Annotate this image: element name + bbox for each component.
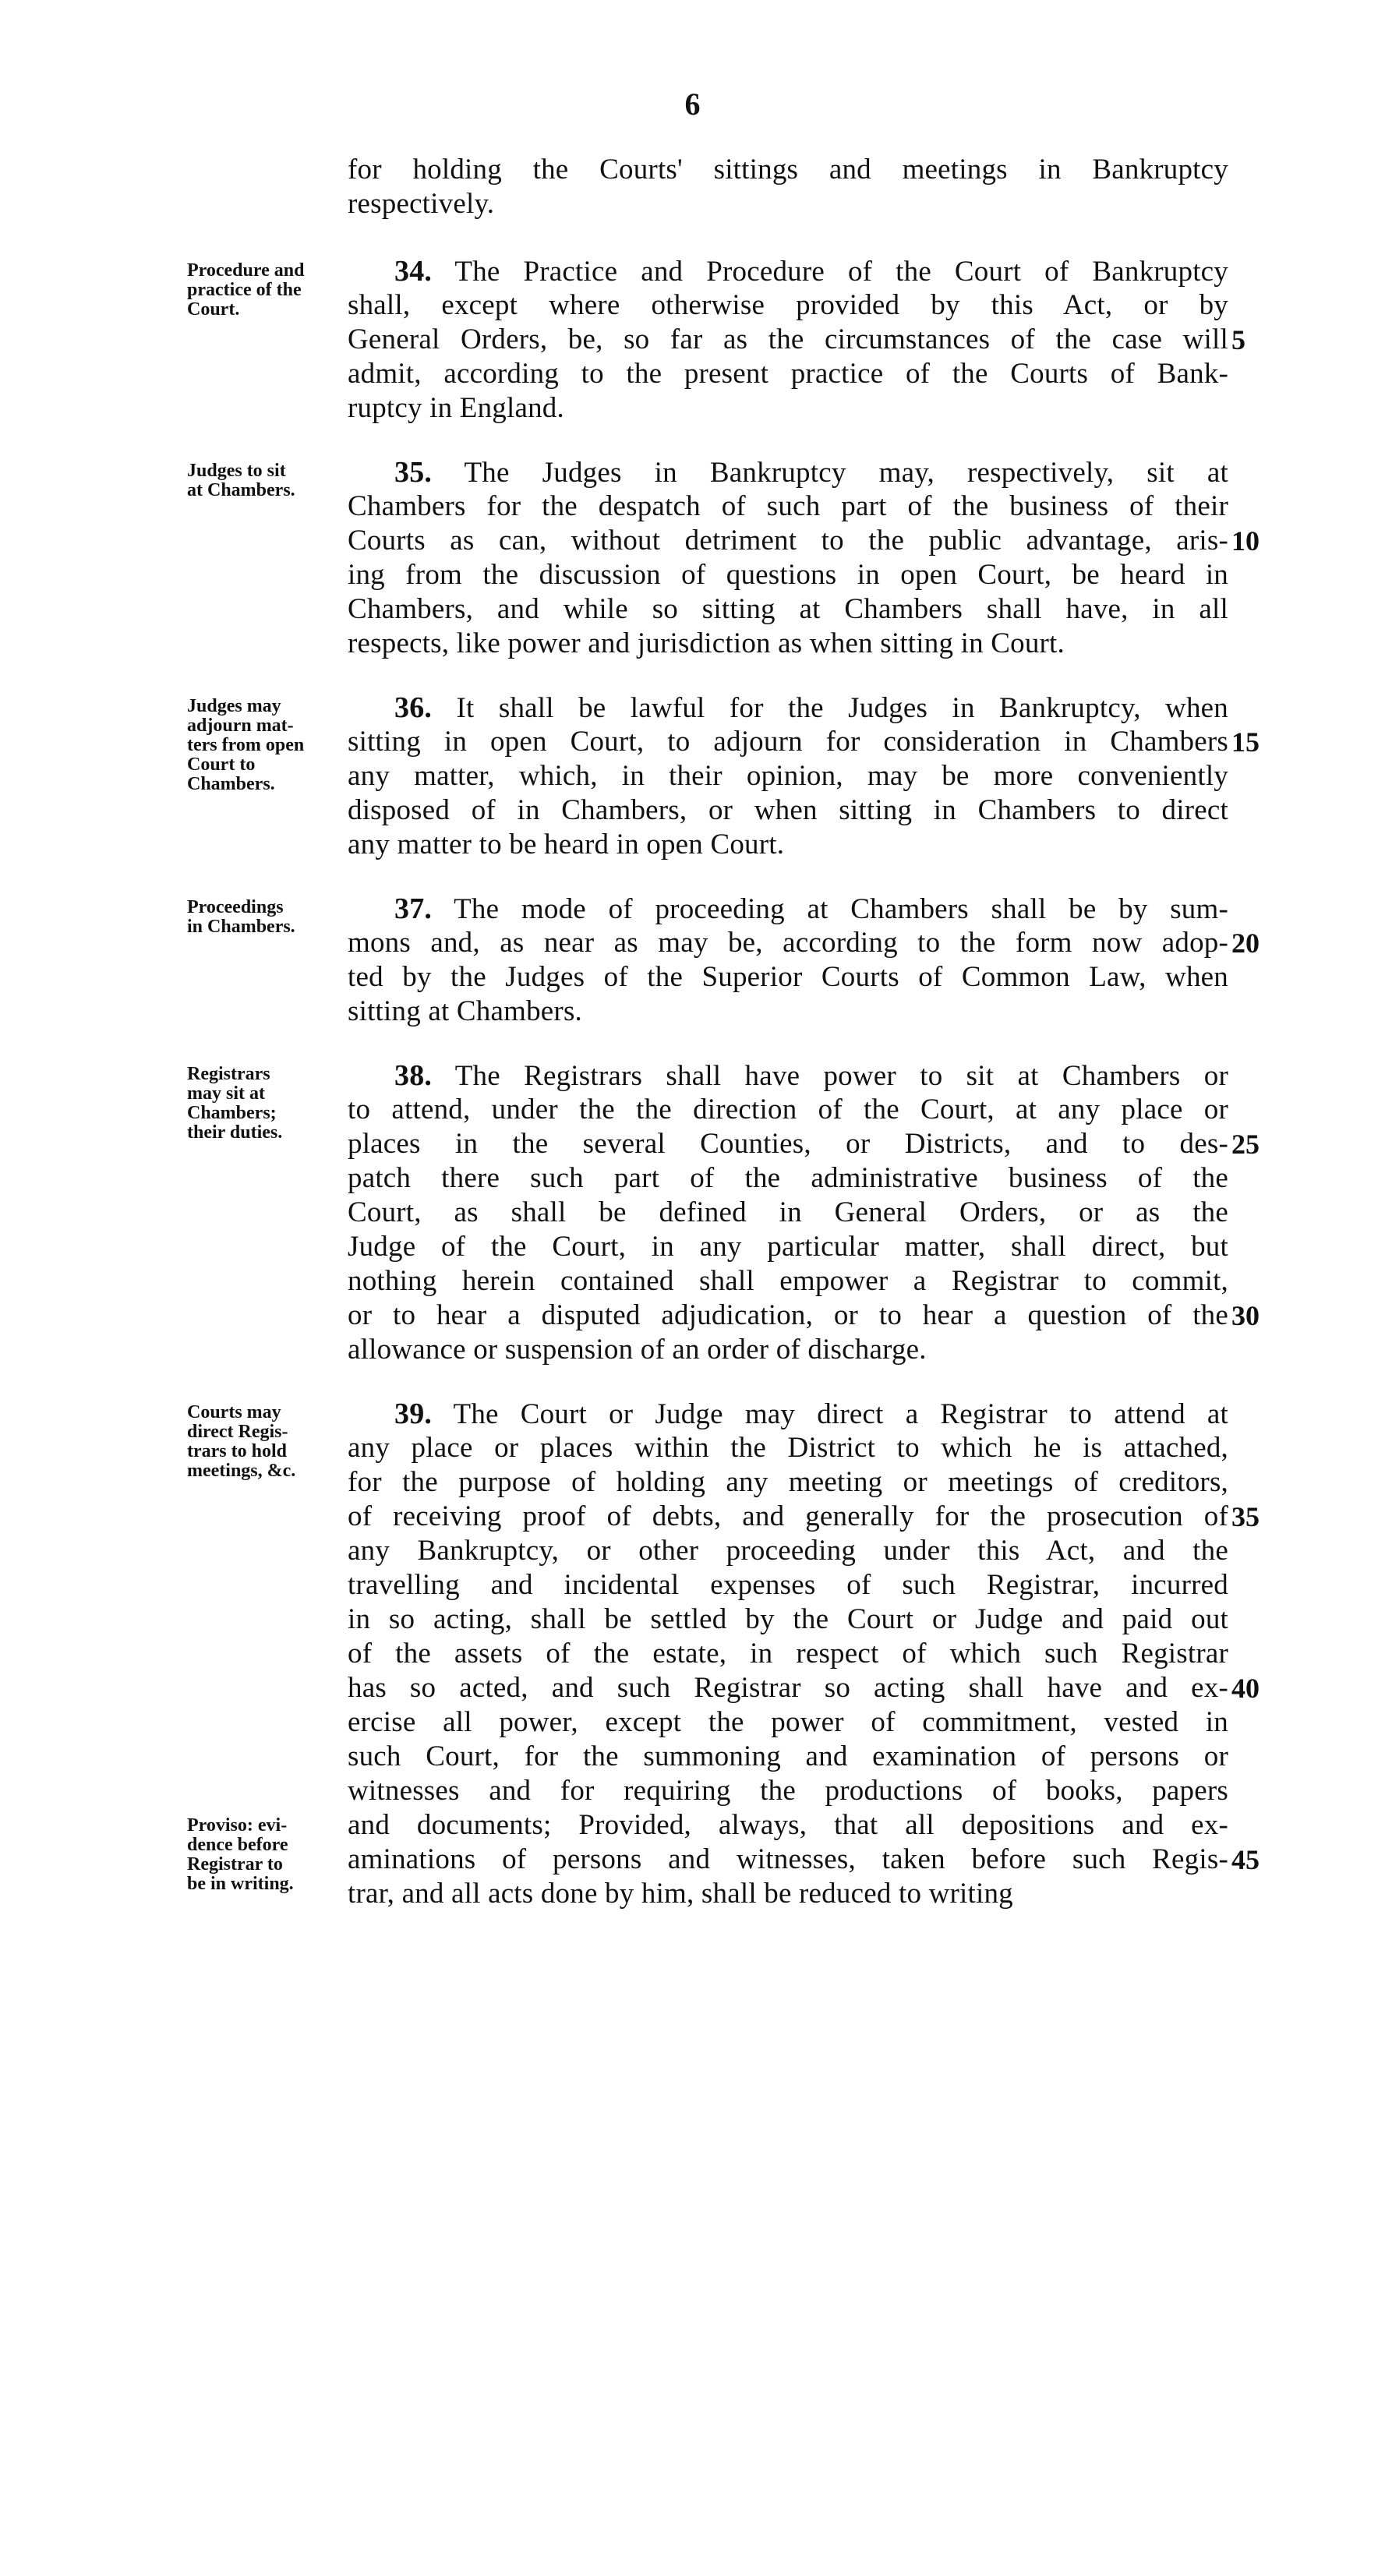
section-text: The Practice and Procedure of the Court of Bankruptcy [432,256,1228,288]
text-line: admit, according to the present practice of the Courts of Bank- [348,358,1228,390]
text-line: any matter to be heard in open Court. [348,829,785,860]
section-36-line [348,691,1228,726]
margin-note-line: Court to [187,754,256,775]
text-line: ing from the discussion of questions in open Court, be heard in [348,559,1228,591]
margin-note-line: at Chambers. [187,480,295,500]
text-line: any place or places within the District to which he is attached, [348,1432,1228,1464]
text-line: disposed of in Chambers, or when sitting in Chambers to direct [348,794,1228,826]
text-line: for holding the Courts' sittings and meetings in Bankruptcy [348,154,1228,186]
text-line: any Bankruptcy, or other proceeding under this Act, and the [348,1535,1228,1567]
text-line: of receiving proof of debts, and generally for the prosecution of [348,1500,1228,1532]
margin-note-line: Proceedings [187,897,284,917]
text-line: of the assets of the estate, in respect of which such Registrar [348,1638,1228,1670]
section-text: The mode of proceeding at Chambers shall be by sum- [432,893,1228,925]
text-line: Chambers, and while so sitting at Chambers shall have, in all [348,593,1228,625]
margin-note-line: Registrars [187,1064,270,1084]
margin-note-line: ters from open [187,735,305,755]
line-number: 5 [1231,324,1245,355]
line-number: 30 [1231,1300,1260,1331]
margin-note-line: Court. [187,299,240,320]
margin-note-line: Chambers. [187,774,275,794]
text-line: trar, and all acts done by him, shall be reduced to writing [348,1878,1013,1910]
text-line: places in the several Counties, or Districts, and to des- [348,1128,1228,1160]
margin-note-line: Chambers; [187,1103,277,1123]
text-line: ercise all power, except the power of commitment, vested in [348,1706,1228,1738]
line-number: 25 [1231,1129,1260,1160]
line-number: 20 [1231,928,1260,959]
section-number: 36. [394,691,433,724]
line-number: 45 [1231,1844,1260,1875]
text-line: Courts as can, without detriment to the public advantage, aris- [348,525,1228,557]
margin-note-line: Judges to sit [187,461,286,481]
section-37-line [348,892,1228,927]
text-line: nothing herein contained shall empower a Registrar to commit, [348,1265,1228,1297]
section-35-line [348,455,1228,490]
margin-note-procedure [187,261,347,320]
section-number: 35. [394,456,433,489]
text-line: ted by the Judges of the Superior Courts of Common Law, when [348,961,1228,993]
line-number: 40 [1231,1673,1260,1704]
margin-note-proviso [187,1816,347,1894]
section-number: 37. [394,892,433,925]
margin-note-direct-registrars [187,1403,347,1481]
text-line: to attend, under the the direction of the Court, at any place or [348,1094,1228,1125]
text-line: respects, like power and jurisdiction as when sitting in Court. [348,627,1065,659]
margin-note-registrars [187,1065,347,1143]
margin-note-line: meetings, &c. [187,1461,296,1481]
margin-note-judges-chambers [187,461,347,500]
section-34-line [348,254,1228,289]
text-line: and documents; Provided, always, that all depositions and ex- [348,1809,1228,1841]
text-line: mons and, as near as may be, according to the form now adop- [348,927,1228,959]
margin-note-line: Registrar to [187,1854,283,1875]
text-line: aminations of persons and witnesses, taken before such Regis- [348,1843,1228,1875]
section-text: It shall be lawful for the Judges in Bankruptcy, when [432,692,1228,724]
line-number: 10 [1231,525,1260,557]
text-line: any matter, which, in their opinion, may be more conveniently [348,760,1228,792]
section-number: 38. [394,1059,433,1092]
margin-note-line: Judges may [187,696,281,716]
text-line: has so acted, and such Registrar so acting shall have and ex- [348,1672,1228,1704]
margin-note-line: trars to hold [187,1441,287,1461]
section-38-line [348,1058,1228,1094]
line-number: 15 [1231,726,1260,758]
section-number: 39. [394,1398,433,1430]
margin-note-line: Courts may [187,1402,281,1422]
margin-note-proceedings [187,898,347,937]
line-number: 35 [1231,1501,1260,1532]
text-line: for the purpose of holding any meeting or meetings of creditors, [348,1466,1228,1498]
text-line: sitting in open Court, to adjourn for consideration in Chambers [348,726,1228,758]
section-number: 34. [394,255,433,288]
text-line: witnesses and for requiring the productions of books, papers [348,1775,1228,1807]
section-39-line [348,1397,1228,1432]
text-line: Chambers for the despatch of such part of the business of their [348,490,1228,522]
margin-note-line: direct Regis- [187,1422,288,1442]
margin-note-line: their duties. [187,1122,283,1143]
text-line: shall, except where otherwise provided by this Act, or by [348,289,1228,321]
text-line: in so acting, shall be settled by the Court or Judge and paid out [348,1603,1228,1635]
margin-note-line: Proviso: evi- [187,1815,288,1836]
margin-note-line: dence before [187,1835,288,1855]
text-line: ruptcy in England. [348,392,564,424]
section-text: The Registrars shall have power to sit at Chambers or [432,1060,1228,1092]
text-line: allowance or suspension of an order of discharge. [348,1334,927,1366]
section-text: The Judges in Bankruptcy may, respectively, sit at [432,457,1228,489]
text-line: travelling and incidental expenses of such Registrar, incurred [348,1569,1228,1601]
margin-note-line: practice of the [187,280,302,300]
page-number: 6 [684,87,701,122]
text-line: Judge of the Court, in any particular matter, shall direct, but [348,1231,1228,1263]
text-line: patch there such part of the administrative business of the [348,1162,1228,1194]
text-line: sitting at Chambers. [348,995,582,1027]
section-text: The Court or Judge may direct a Registrar to attend at [432,1398,1228,1430]
text-line: Court, as shall be defined in General Orders, or as the [348,1196,1228,1228]
text-line: such Court, for the summoning and examination of persons or [348,1740,1228,1772]
margin-note-line: may sit at [187,1083,265,1104]
margin-note-adjourn [187,697,347,794]
text-line: respectively. [348,188,495,220]
margin-note-line: be in writing. [187,1874,294,1894]
text-line: General Orders, be, so far as the circumstances of the case will [348,323,1228,355]
text-line: or to hear a disputed adjudication, or to hear a question of the [348,1299,1228,1331]
margin-note-line: in Chambers. [187,917,295,937]
margin-note-line: Procedure and [187,260,305,281]
margin-note-line: adjourn mat- [187,716,294,736]
